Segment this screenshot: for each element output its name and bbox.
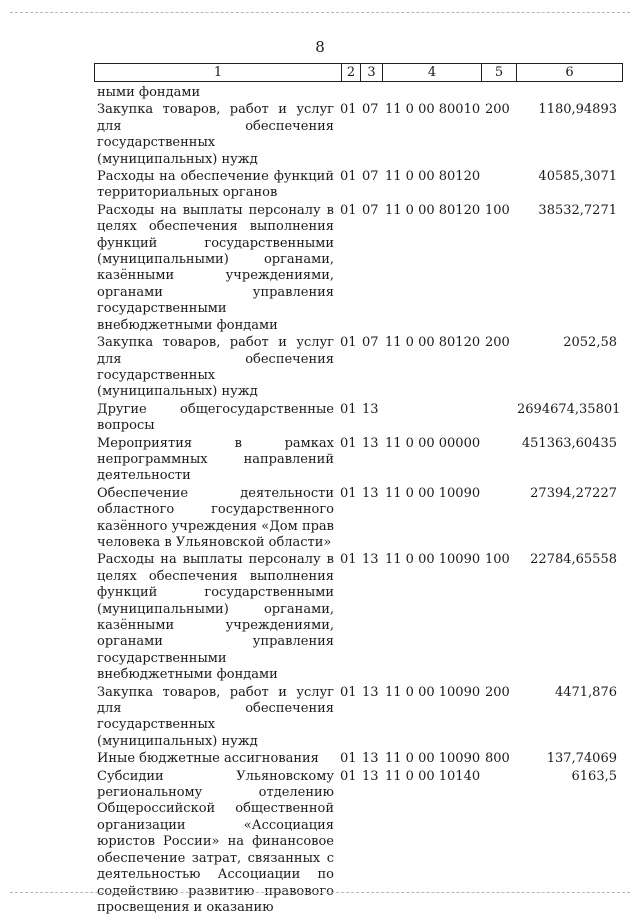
row-target-code: 11 0 00 80010 [385,102,481,118]
row-expense-type [485,436,517,485]
page-number: 8 [315,38,325,56]
row-target-code: 11 0 00 80120 [385,169,481,185]
row-target-code: 11 0 00 10090 [385,552,481,568]
row-name: Субсидии Ульяновскому региональному отделению Общероссийской общественной организации «Ассоциация юристов России» на финансовое обеспечение затрат, связанных с деятельностью Ассоциации по содействию развитию правового просвещения и оказанию [97,768,334,915]
row-subsection: 13 [362,485,379,501]
row-subsection: 13 [362,684,379,700]
row-expense-type: 100 [485,552,510,568]
row-amount: 38532,7271 [538,202,617,218]
row-subsection: 13 [362,435,379,451]
row-expense-type: 100 [485,202,510,218]
row-amount: 4471,876 [554,684,617,700]
table-row [97,769,617,916]
table-row [97,102,617,168]
row-amount: 40585,3071 [538,169,617,185]
col-header-5: 5 [482,64,517,82]
row-section: 01 [340,552,357,568]
scan-edge-bottom [10,892,630,893]
row-target-code: 11 0 00 80120 [385,202,481,218]
row-name: Расходы на обеспечение функций территориальных органов [97,169,334,201]
row-subsection: 13 [362,768,379,784]
row-section: 01 [340,684,357,700]
row-name: Другие общегосударственные вопросы [97,401,334,434]
table-row [97,169,617,202]
row-subsection: 13 [362,401,379,417]
row-target-code [385,402,485,435]
row-expense-type [485,769,517,916]
row-name: Иные бюджетные ассигнования [97,751,319,767]
row-name: Закупка товаров, работ и услуг для обеспечения государственных (муниципальных) нужд [97,684,334,749]
row-expense-type [485,85,517,101]
row-expense-type [485,486,517,552]
row-name: Мероприятия в рамках непрограммных направлений деятельности [97,435,334,484]
table-row [97,751,617,767]
col-header-3: 3 [361,64,383,82]
row-amount: 1180,94893 [538,102,617,118]
table-row [97,335,617,401]
row-amount: 2694674,35801 [517,401,621,417]
row-subsection: 13 [362,751,379,767]
table-row [97,401,621,435]
row-name: ными фондами [97,85,201,100]
column-header-table [94,63,623,82]
row-section: 01 [340,435,357,451]
row-name: Расходы на выплаты персоналу в целях обеспечения выполнения функций государственными (муниципальными) органами, казёнными учреждениями, органами управления государственными внебюджетными фондами [97,552,334,683]
row-name: Расходы на выплаты персоналу в целях обеспечения выполнения функций государственными (муниципальными) органами, казёнными учреждениями, органами управления государственными внебюджетными фондами [97,202,334,333]
col-header-4: 4 [383,64,482,82]
row-amount: 451363,60435 [521,435,617,451]
row-amount: 22784,65558 [530,552,617,568]
row-target-code: 11 0 00 10090 [385,485,481,501]
row-amount: 27394,27227 [530,485,617,501]
row-name: Обеспечение деятельности областного государственного казённого учреждения «Дом прав человека в Ульяновской области» [97,485,334,550]
row-section [340,85,362,101]
row-amount: 6163,5 [571,768,617,784]
col-header-1: 1 [95,64,342,82]
row-section: 01 [340,202,357,218]
row-section: 01 [340,102,357,118]
table-row [97,436,617,485]
row-subsection [362,85,385,101]
budget-rows [97,85,621,916]
table-row [97,85,617,101]
row-subsection: 07 [362,102,379,118]
row-target-code: 11 0 00 00000 [385,435,481,451]
row-target-code: 11 0 00 10140 [385,768,481,784]
table-row [97,486,617,552]
col-header-6: 6 [517,64,623,82]
row-expense-type [485,402,517,435]
row-expense-type: 200 [485,335,510,351]
row-name: Закупка товаров, работ и услуг для обеспечения государственных (муниципальных) нужд [97,335,334,400]
table-row [97,685,617,751]
row-section: 01 [340,401,357,417]
row-expense-type: 200 [485,684,510,700]
col-header-2: 2 [342,64,361,82]
row-section: 01 [340,485,357,501]
row-amount: 137,74069 [546,751,617,767]
row-expense-type: 200 [485,102,510,118]
row-section: 01 [340,169,357,185]
row-target-code [385,85,485,101]
row-section: 01 [340,768,357,784]
row-target-code: 11 0 00 10090 [385,684,481,700]
row-subsection: 07 [362,335,379,351]
row-subsection: 13 [362,552,379,568]
row-target-code: 11 0 00 80120 [385,335,481,351]
row-target-code: 11 0 00 10090 [385,751,481,767]
table-row [97,552,617,683]
row-subsection: 07 [362,169,379,185]
table-row [97,203,617,334]
row-amount: 2052,58 [563,335,617,351]
row-subsection: 07 [362,202,379,218]
row-expense-type [485,169,517,202]
scan-edge-top [10,12,630,13]
row-expense-type: 800 [485,751,510,767]
row-section: 01 [340,751,357,767]
row-section: 01 [340,335,357,351]
row-amount [517,85,617,101]
row-name: Закупка товаров, работ и услуг для обеспечения государственных (муниципальных) нужд [97,102,334,167]
